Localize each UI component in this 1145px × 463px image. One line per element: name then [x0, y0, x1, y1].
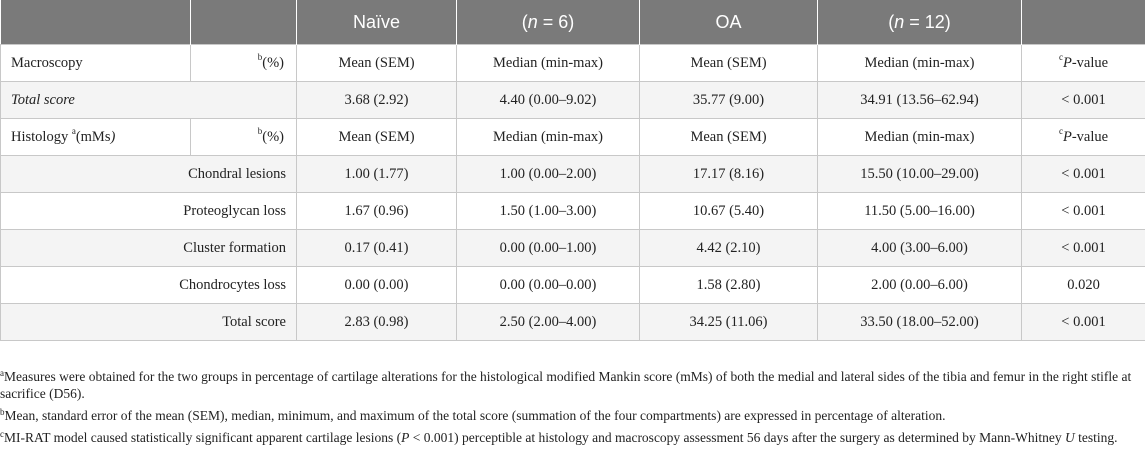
- macroscopy-label: Macroscopy: [1, 45, 191, 82]
- row-mean-naive: 0.17 (0.41): [297, 230, 457, 267]
- row-median-naive: 1.00 (0.00–2.00): [457, 156, 640, 193]
- row-median-oa: 33.50 (18.00–52.00): [818, 304, 1022, 341]
- row-mean-oa: 1.58 (2.80): [640, 267, 818, 304]
- histology-label-sup: a: [71, 125, 76, 136]
- histology-p-rest: -value: [1071, 128, 1109, 145]
- header-col-7: [1022, 0, 1145, 45]
- macroscopy-col-pvalue: [1022, 45, 1145, 82]
- table-row: [1, 156, 1145, 193]
- footnote-c-sup: c: [0, 429, 4, 439]
- macro-total-mean-oa: 35.77 (9.00): [640, 82, 818, 119]
- row-pvalue: < 0.001: [1022, 156, 1145, 193]
- histology-label-unit: (mMs: [75, 128, 111, 145]
- header-row: [1, 0, 1145, 45]
- row-pvalue: 0.020: [1022, 267, 1145, 304]
- macroscopy-p-sup: c: [1058, 51, 1063, 62]
- macroscopy-unit-text: (%): [262, 54, 284, 71]
- row-mean-naive: 0.00 (0.00): [297, 267, 457, 304]
- histology-label: [1, 119, 191, 156]
- footnote-b-sup: b: [0, 407, 5, 417]
- macroscopy-col-mean-oa: Mean (SEM): [640, 45, 818, 82]
- header-oa-n-symbol: n: [894, 11, 905, 32]
- row-pvalue: < 0.001: [1022, 230, 1145, 267]
- header-naive-n-value: = 6): [537, 11, 575, 32]
- row-mean-oa: 4.42 (2.10): [640, 230, 818, 267]
- histology-p-italic: P: [1062, 128, 1072, 145]
- footnote-a-sup: a: [0, 368, 4, 378]
- row-mean-naive: 1.00 (1.77): [297, 156, 457, 193]
- row-pvalue: < 0.001: [1022, 193, 1145, 230]
- macroscopy-header-row: [1, 45, 1145, 82]
- macro-total-label: Total score: [1, 82, 297, 119]
- row-mean-oa: 34.25 (11.06): [640, 304, 818, 341]
- macroscopy-p-rest: -value: [1071, 54, 1109, 71]
- footnote-a: [0, 368, 1140, 402]
- histology-header-row: [1, 119, 1145, 156]
- header-oa-n-open: (: [888, 11, 895, 32]
- histology-col-pvalue: [1022, 119, 1145, 156]
- footnote-c: [0, 429, 1140, 446]
- table-row: [1, 193, 1145, 230]
- row-mean-naive: 2.83 (0.98): [297, 304, 457, 341]
- macroscopy-col-median-oa: Median (min-max): [818, 45, 1022, 82]
- footnote-b: [0, 407, 1140, 424]
- row-median-naive: 0.00 (0.00–1.00): [457, 230, 640, 267]
- header-oa-n-value: = 12): [904, 11, 951, 32]
- histology-col-mean-oa: Mean (SEM): [640, 119, 818, 156]
- macroscopy-unit-sup: b: [257, 51, 263, 62]
- row-label: Cluster formation: [1, 230, 297, 267]
- macro-total-pvalue: < 0.001: [1022, 82, 1145, 119]
- header-naive-n-symbol: n: [527, 11, 538, 32]
- row-label: Chondral lesions: [1, 156, 297, 193]
- macro-total-median-oa: 34.91 (13.56–62.94): [818, 82, 1022, 119]
- header-col-2: [191, 0, 297, 45]
- row-mean-oa: 17.17 (8.16): [640, 156, 818, 193]
- footnotes: [0, 368, 1140, 451]
- footnote-a-text: Measures were obtained for the two groups in percentage of cartilage alterations for the histological modified Mankin score (mMs) of both the medial and lateral sides of the tibia and femur in the right stifle at sacrifice (D56).: [0, 369, 1132, 401]
- footnote-c-u: U: [1064, 430, 1075, 445]
- macroscopy-col-median-naive: Median (min-max): [457, 45, 640, 82]
- macro-total-median-naive: 4.40 (0.00–9.02): [457, 82, 640, 119]
- histology-unit-text: (%): [262, 128, 284, 145]
- footnote-c-text-3: testing.: [1074, 430, 1118, 445]
- table-row: [1, 304, 1145, 341]
- histology-label-close: ): [110, 128, 116, 145]
- row-median-oa: 11.50 (5.00–16.00): [818, 193, 1022, 230]
- row-median-oa: 2.00 (0.00–6.00): [818, 267, 1022, 304]
- header-oa: OA: [640, 0, 818, 45]
- row-median-oa: 4.00 (3.00–6.00): [818, 230, 1022, 267]
- footnote-c-p: P: [401, 430, 410, 445]
- macroscopy-col-mean-naive: Mean (SEM): [297, 45, 457, 82]
- row-mean-oa: 10.67 (5.40): [640, 193, 818, 230]
- macroscopy-p-italic: P: [1062, 54, 1072, 71]
- header-naive-n-open: (: [521, 11, 528, 32]
- table-row: [1, 267, 1145, 304]
- macroscopy-unit: [191, 45, 297, 82]
- footnote-c-text-2: < 0.001) perceptible at histology and macroscopy assessment 56 days after the surgery as determined by Mann-Whitney: [409, 430, 1065, 445]
- footnote-b-text: Mean, standard error of the mean (SEM), median, minimum, and maximum of the total score (summation of the four compartments) are expressed in percentage of alteration.: [4, 408, 946, 423]
- histology-label-text: Histology: [11, 128, 72, 145]
- row-median-oa: 15.50 (10.00–29.00): [818, 156, 1022, 193]
- table-row: [1, 230, 1145, 267]
- header-oa-n: [818, 0, 1022, 45]
- macro-total-row: [1, 82, 1145, 119]
- row-pvalue: < 0.001: [1022, 304, 1145, 341]
- histology-p-sup: c: [1058, 125, 1063, 136]
- header-col-1: [1, 0, 191, 45]
- histology-col-median-oa: Median (min-max): [818, 119, 1022, 156]
- histology-col-median-naive: Median (min-max): [457, 119, 640, 156]
- histology-unit-sup: b: [257, 125, 263, 136]
- histology-col-mean-naive: Mean (SEM): [297, 119, 457, 156]
- row-mean-naive: 1.67 (0.96): [297, 193, 457, 230]
- macro-total-mean-naive: 3.68 (2.92): [297, 82, 457, 119]
- row-median-naive: 2.50 (2.00–4.00): [457, 304, 640, 341]
- header-naive-n: [457, 0, 640, 45]
- row-median-naive: 1.50 (1.00–3.00): [457, 193, 640, 230]
- row-label: Proteoglycan loss: [1, 193, 297, 230]
- row-label: Chondrocytes loss: [1, 267, 297, 304]
- row-median-naive: 0.00 (0.00–0.00): [457, 267, 640, 304]
- row-label: Total score: [1, 304, 297, 341]
- histology-unit: [191, 119, 297, 156]
- footnote-c-text-1: MI-RAT model caused statistically significant apparent cartilage lesions (: [4, 430, 402, 445]
- header-naive: Naïve: [297, 0, 457, 45]
